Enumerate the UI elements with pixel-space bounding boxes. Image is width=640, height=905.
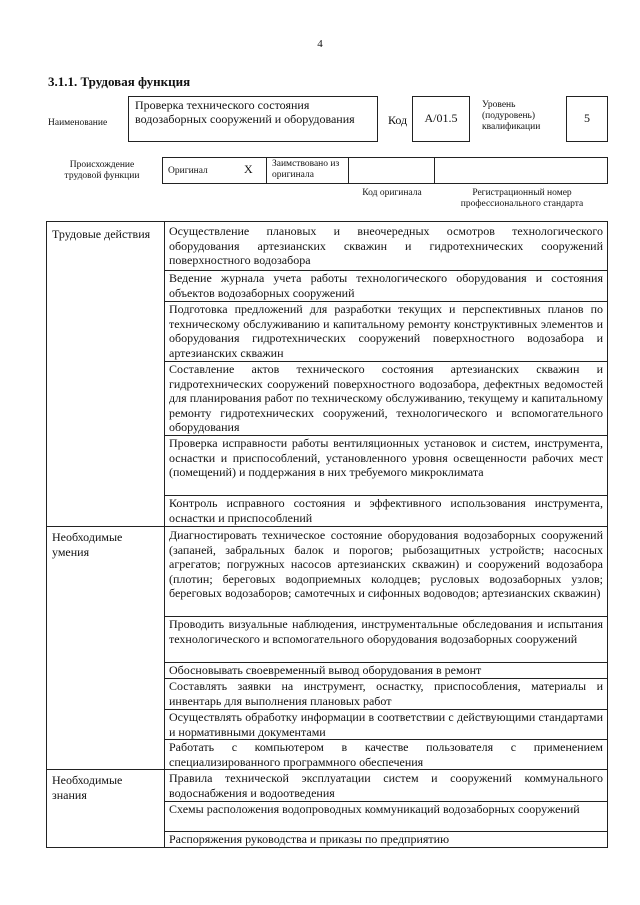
name-box xyxy=(128,96,378,142)
category-required-knowledge: Необходимые знания xyxy=(52,773,123,802)
original-mark: X xyxy=(244,162,253,176)
page-number: 4 xyxy=(317,38,323,50)
category-labor-actions: Трудовые действия xyxy=(52,227,151,241)
level-box xyxy=(566,96,608,142)
table-row: Правила технической эксплуатации систем и сооружений коммунального водоснабжения и водоотведения xyxy=(169,771,603,800)
category-required-skills: Необходимые умения xyxy=(52,530,123,559)
level-label: Уровень (подуровень) квалификации xyxy=(482,100,541,132)
table-row: Составлять заявки на инструмент, оснастку, приспособления, материалы и инвентарь для выполнения плановых работ xyxy=(169,679,603,708)
table-row: Ведение журнала учета работы технологического оборудования и состояния объектов водозаборных сооружений xyxy=(169,271,603,300)
section-title: 3.1.1. Трудовая функция xyxy=(48,74,191,89)
code-box xyxy=(412,96,470,142)
table-row: Схемы расположения водопроводных коммуникаций водозаборных сооружений xyxy=(169,802,580,816)
table-row: Обосновывать своевременный вывод оборудования в ремонт xyxy=(169,663,482,677)
table-row: Диагностировать техническое состояние оборудования водозаборных сооружений (запаней, забральных балок и порогов; рыбозащитных устройств; насосных агрегатов; погружных насосов артезианских скважин) и сооружений водозабора (плотин; береговых водоприемных колодцев; русловых водозаборных узлов; береговых водозаборов; самотечных и сифонных водоводов; артезианских скважин) xyxy=(169,528,603,601)
name-value: Проверка технического состояния водозаборных сооружений и оборудования xyxy=(135,98,355,126)
code-value: А/01.5 xyxy=(424,111,458,125)
name-label: Наименование xyxy=(48,118,108,128)
table-row: Составление актов технического состояния артезианских скважин и гидротехнических сооружений поверхностного водозабора, дефектных ведомостей для планирования работ по техническому обслуживанию, текущему и капитальному ремонту гидротехнических сооружений, технологического и вспомогательного оборудования xyxy=(169,362,603,435)
table-row: Подготовка предложений для разработки текущих и перспективных планов по техническому обслуживанию и капитальному ремонту конструктивных элементов и оборудования гидротехнических сооружений поверхностного водозабора и артезианских скважин xyxy=(169,302,603,360)
origin-label: Происхождение трудовой функции xyxy=(64,160,140,181)
original-label: Оригинал xyxy=(168,166,208,176)
code-label: Код xyxy=(388,113,408,127)
table-row: Контроль исправного состояния и эффективного использования инструмента, оснастки и приспособлений xyxy=(169,496,603,525)
borrowed-label: Заимствовано из оригинала xyxy=(272,159,340,180)
table-row: Распоряжения руководства и приказы по предприятию xyxy=(169,832,450,846)
table-row: Работать с компьютером в качестве пользователя с применением специализированного программного обеспечения xyxy=(169,740,603,769)
origin-table xyxy=(162,157,608,184)
code-original-caption: Код оригинала xyxy=(362,188,422,198)
table-row: Осуществление плановых и внеочередных осмотров технологического оборудования артезианских скважин и гидротехнических сооружений поверхностного водозабора xyxy=(169,224,603,268)
level-value: 5 xyxy=(584,111,590,125)
table-row: Проводить визуальные наблюдения, инструментальные обследования и испытания технологического и вспомогательного оборудования водозаборных сооружений xyxy=(169,617,603,646)
table-row: Осуществлять обработку информации в соответствии с действующими стандартами и нормативными документами xyxy=(169,710,603,739)
table-row: Проверка исправности работы вентиляционных установок и систем, инструмента, оснастки и приспособлений, установленного уровня освещенности рабочих мест (помещений) и поддержания в них требуемого микроклимата xyxy=(169,436,603,480)
reg-number-caption: Регистрационный номер профессионального стандарта xyxy=(460,188,584,209)
